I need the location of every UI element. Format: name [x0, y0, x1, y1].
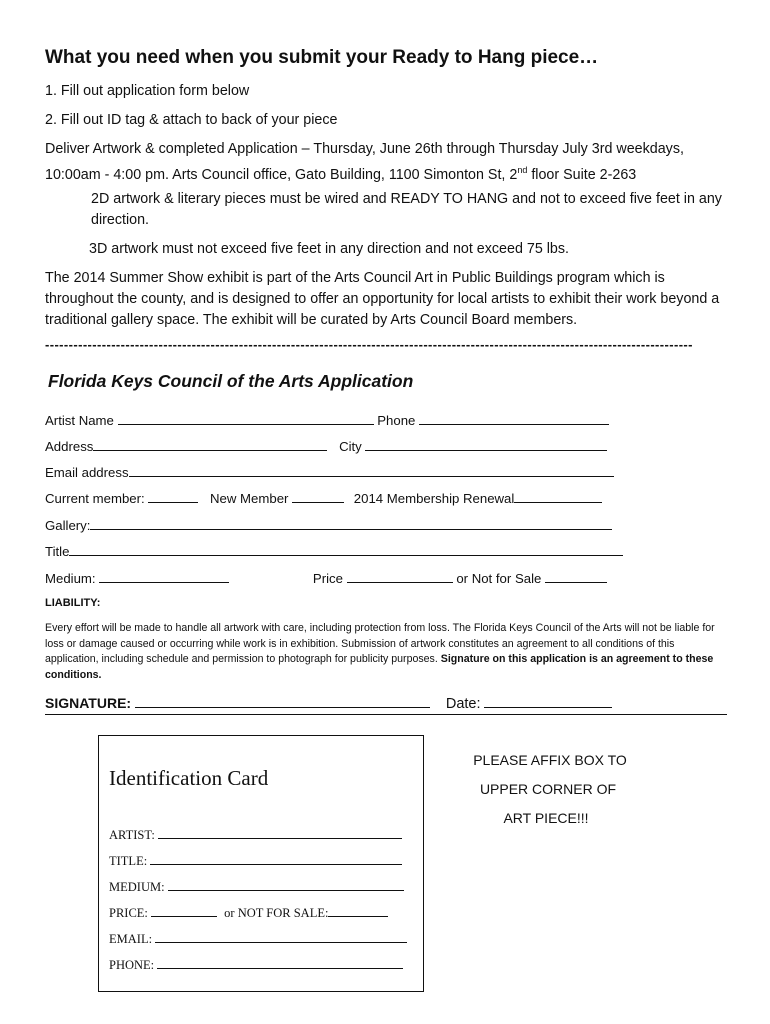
- phone-label: Phone: [377, 413, 416, 428]
- liability-text: Every effort will be made to handle all artwork with care, including protection from loss. The Florida Keys Council of the Arts will not be liable for loss or damage caused or occurring while work is in exhibition. Submission of artwork constitutes an agreement to all conditions of this application, including schedule and permission to photograph for publicity purposes. Signature on this application is an agreement to these conditions.: [45, 622, 715, 681]
- not-for-sale-field[interactable]: [545, 569, 607, 583]
- id-medium-field[interactable]: [168, 877, 404, 891]
- renewal-field[interactable]: [514, 489, 602, 503]
- id-card-title: Identification Card: [109, 766, 269, 790]
- email-field[interactable]: [129, 463, 614, 477]
- artist-name-label: Artist Name: [45, 413, 114, 428]
- new-member-label: New Member: [210, 491, 289, 506]
- deliver-line-2: 10:00am - 4:00 pm. Arts Council office, Gato Building, 1100 Simonton St, 2nd floor Suite 2-263: [45, 165, 637, 183]
- id-price-row: [109, 903, 388, 921]
- id-phone-label: PHONE:: [109, 958, 155, 972]
- price-label: Price: [312, 571, 343, 586]
- medium-row: [45, 569, 607, 586]
- id-medium-row: [109, 877, 404, 895]
- membership-row: [45, 489, 602, 506]
- id-artist-label: ARTIST:: [109, 828, 155, 842]
- email-label: Email address: [45, 465, 129, 480]
- step-1: 1. Fill out application form below: [45, 83, 250, 99]
- id-email-field[interactable]: [155, 929, 407, 943]
- separator: -----------------------------------------------------------------------------------------------------------------------------------------: [45, 337, 693, 352]
- affix-line-3: ART PIECE!!!: [503, 810, 589, 826]
- id-not-for-sale-field[interactable]: [328, 903, 388, 917]
- signature-divider: [45, 714, 727, 715]
- rule-3d: 3D artwork must not exceed five feet in any direction and not exceed 75 lbs.: [89, 241, 570, 257]
- id-medium-label: MEDIUM:: [109, 880, 165, 894]
- liability-heading: LIABILITY:: [45, 597, 101, 609]
- gallery-label: Gallery:: [45, 518, 91, 533]
- id-not-for-sale-label: or NOT FOR SALE:: [224, 906, 329, 920]
- title-row: [45, 542, 623, 559]
- title-field[interactable]: [69, 542, 623, 556]
- renewal-label: 2014 Membership Renewal: [353, 491, 515, 506]
- address-label: Address: [45, 439, 94, 454]
- id-title-field[interactable]: [150, 851, 402, 865]
- current-member-field[interactable]: [148, 489, 198, 503]
- about-text: The 2014 Summer Show exhibit is part of the Arts Council Art in Public Buildings program which is throughout the county, and is designed to offer an opportunity for local artists to exhibit their work beyond a traditional gallery space. The exhibit will be curated by Arts Council Board members.: [45, 270, 720, 328]
- id-email-label: EMAIL:: [109, 932, 153, 946]
- id-email-row: [109, 929, 407, 947]
- id-title-row: [109, 851, 402, 869]
- deliver-line-1: Deliver Artwork & completed Application – Thursday, June 26th through Thursday July 3rd weekdays,: [45, 141, 684, 157]
- not-for-sale-label: or Not for Sale: [456, 571, 542, 586]
- id-price-label: PRICE:: [109, 906, 148, 920]
- application-title: Florida Keys Council of the Arts Application: [48, 371, 414, 391]
- page-title: What you need when you submit your Ready to Hang piece…: [45, 47, 599, 68]
- date-field[interactable]: [484, 694, 612, 708]
- affix-line-2: UPPER CORNER OF: [479, 781, 617, 797]
- address-field[interactable]: [93, 437, 327, 451]
- date-label: Date:: [445, 696, 481, 712]
- gallery-row: [45, 516, 612, 533]
- price-field[interactable]: [347, 569, 453, 583]
- id-artist-field[interactable]: [158, 825, 402, 839]
- step-2: 2. Fill out ID tag & attach to back of your piece: [45, 112, 338, 128]
- phone-field[interactable]: [419, 411, 609, 425]
- signature-row: [45, 694, 612, 712]
- medium-label: Medium:: [45, 571, 96, 586]
- rule-2d: 2D artwork & literary pieces must be wired and READY TO HANG and not to exceed five feet in any direction.: [91, 191, 722, 228]
- new-member-field[interactable]: [292, 489, 344, 503]
- address-row: [45, 437, 607, 454]
- id-title-label: TITLE:: [109, 854, 148, 868]
- gallery-field[interactable]: [90, 516, 612, 530]
- medium-field[interactable]: [99, 569, 229, 583]
- artist-name-row: [45, 411, 609, 428]
- affix-line-1: PLEASE AFFIX BOX TO: [473, 752, 627, 768]
- signature-field[interactable]: [135, 694, 430, 708]
- artist-name-field[interactable]: [118, 411, 374, 425]
- title-label: Title: [45, 544, 70, 559]
- id-price-field[interactable]: [151, 903, 217, 917]
- id-phone-field[interactable]: [157, 955, 403, 969]
- id-phone-row: [109, 955, 403, 973]
- email-row: [45, 463, 614, 480]
- signature-label: SIGNATURE:: [45, 695, 132, 711]
- city-field[interactable]: [365, 437, 607, 451]
- id-artist-row: [109, 825, 402, 843]
- current-member-label: Current member:: [45, 491, 145, 506]
- identification-card: [98, 735, 424, 992]
- city-label: City: [339, 439, 362, 454]
